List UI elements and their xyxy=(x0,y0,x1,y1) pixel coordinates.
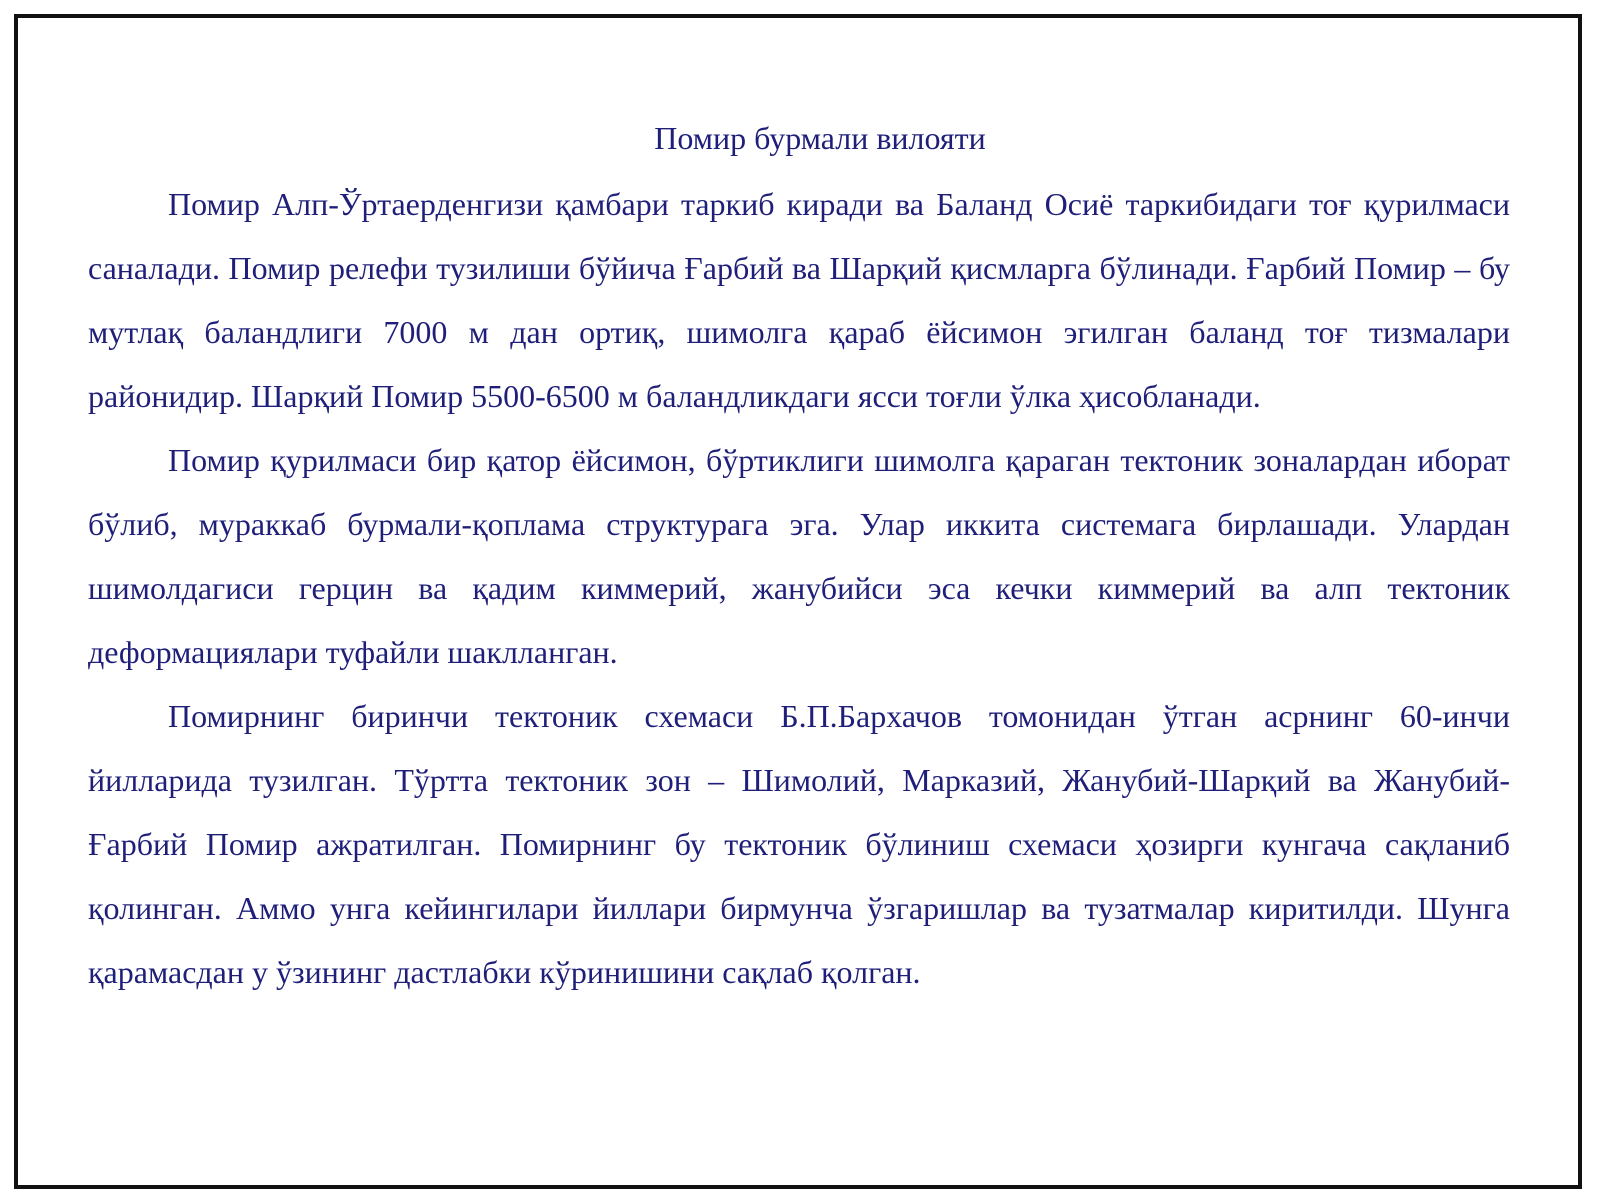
paragraph-3: Помирнинг биринчи тектоник схемаси Б.П.Бархачов томонидан ўтган асрнинг 60-инчи йилларида тузилган. Тўртта тектоник зон – Шимолий, Марказий, Жанубий-Шарқий ва Жанубий-Ғарбий Помир ажратилган. Помирнинг бу тектоник бўлиниш схемаси ҳозирги кунгача сақланиб қолинган. Аммо унга кейингилари йиллари бирмунча ўзгаришлар ва тузатмалар киритилди. Шунга қарамасдан у ўзининг дастлабки кўринишини сақлаб қолган. xyxy=(88,698,1510,990)
paragraph-2: Помир қурилмаси бир қатор ёйсимон, бўртиклиги шимолга қараган тектоник зоналардан иборат бўлиб, мураккаб бурмали-қоплама структурага эга. Улар иккита системага бирлашади. Улардан шимолдагиси герцин ва қадим киммерий, жанубийси эса кечки киммерий ва алп тектоник деформациялари туфайли шаклланган. xyxy=(88,442,1510,670)
paragraph-1: Помир Алп-Ўртаерденгизи қамбари таркиб киради ва Баланд Осиё таркибидаги тоғ қурилмаси саналади. Помир релефи тузилиши бўйича Ғарбий ва Шарқий қисмларга бўлинади. Ғарбий Помир – бу мутлақ баландлиги 7000 м дан ортиқ, шимолга қараб ёйсимон эгилган баланд тоғ тизмалари районидир. Шарқий Помир 5500-6500 м баландликдаги ясси тоғли ўлка ҳисобланади. xyxy=(88,186,1510,414)
document-title: Помир бурмали вилояти xyxy=(654,120,986,156)
document-body xyxy=(88,172,1510,1004)
